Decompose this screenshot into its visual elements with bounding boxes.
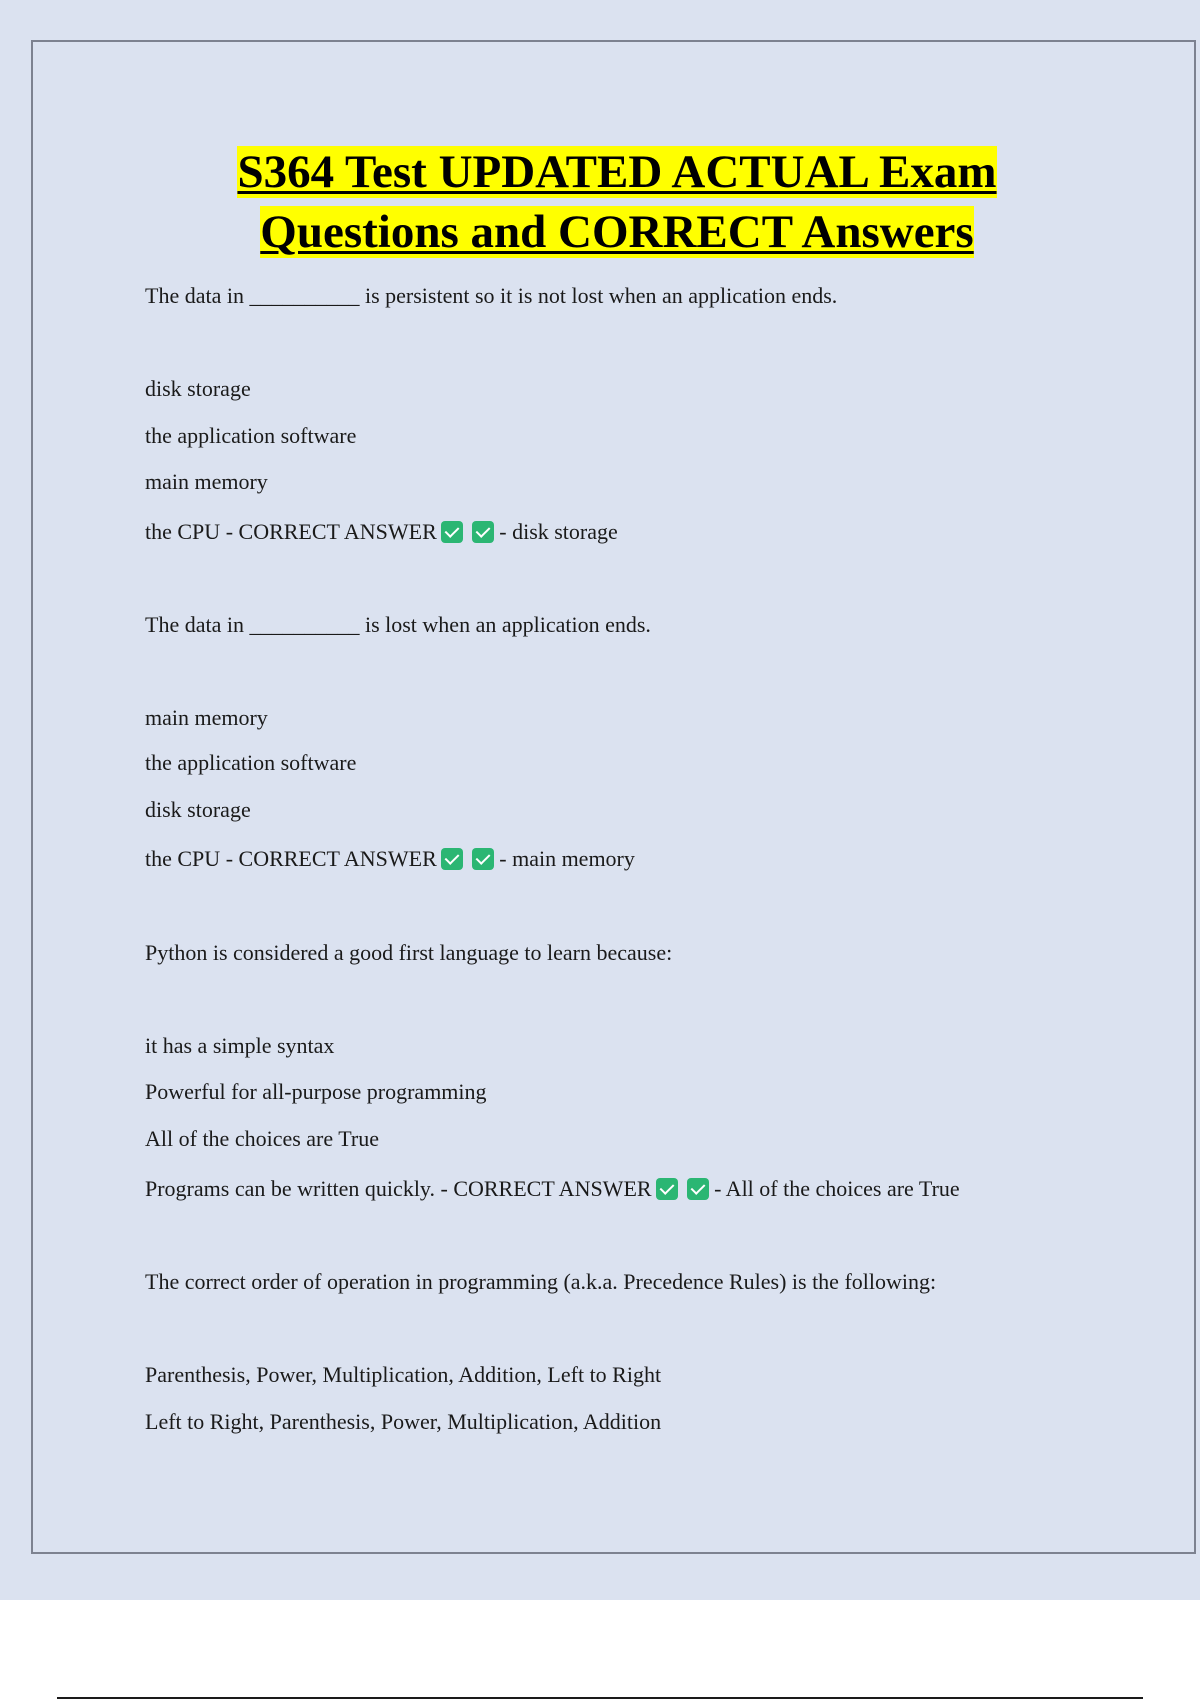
answer-option: Programs can be written quickly. [145,1176,435,1201]
title-line-1: S364 Test UPDATED ACTUAL Exam [237,146,997,198]
answer-option: Parenthesis, Power, Multiplication, Addition, Left to Right [145,1362,662,1387]
answer-option: disk storage [145,376,251,401]
answer-option: the CPU [145,519,221,544]
question-prompt: Python is considered a good first language to learn because: [145,940,673,965]
check-mark-icon [441,848,463,870]
document-title [0,142,1200,262]
correct-answer-value: - main memory [499,846,635,871]
question-prompt: The data in __________ is lost when an application ends. [145,612,651,637]
answer-option: the CPU [145,846,221,871]
correct-answer-label: - CORRECT ANSWER [225,519,437,544]
title-line-2: Questions and CORRECT Answers [260,206,974,258]
check-mark-icon [656,1178,678,1200]
check-mark-icon [472,521,494,543]
correct-answer-value: - disk storage [499,519,618,544]
check-mark-icon [687,1178,709,1200]
question-prompt: The correct order of operation in programming (a.k.a. Precedence Rules) is the following: [145,1269,937,1294]
question-prompt: The data in __________ is persistent so it is not lost when an application ends. [145,283,838,308]
answer-option: Powerful for all-purpose programming [145,1079,487,1104]
answer-option: main memory [145,469,268,494]
answer-line [145,1175,960,1203]
answer-line [145,518,618,546]
answer-line [145,845,635,873]
answer-option: disk storage [145,797,251,822]
answer-option: All of the choices are True [145,1126,379,1151]
check-mark-icon [441,521,463,543]
page-divider [57,1697,1143,1699]
check-mark-icon [472,848,494,870]
correct-answer-value: - All of the choices are True [714,1176,960,1201]
answer-option: it has a simple syntax [145,1033,335,1058]
answer-option: the application software [145,423,357,448]
answer-option: the application software [145,750,357,775]
answer-option: main memory [145,705,268,730]
correct-answer-label: - CORRECT ANSWER [440,1176,652,1201]
correct-answer-label: - CORRECT ANSWER [225,846,437,871]
answer-option: Left to Right, Parenthesis, Power, Multiplication, Addition [145,1409,662,1434]
